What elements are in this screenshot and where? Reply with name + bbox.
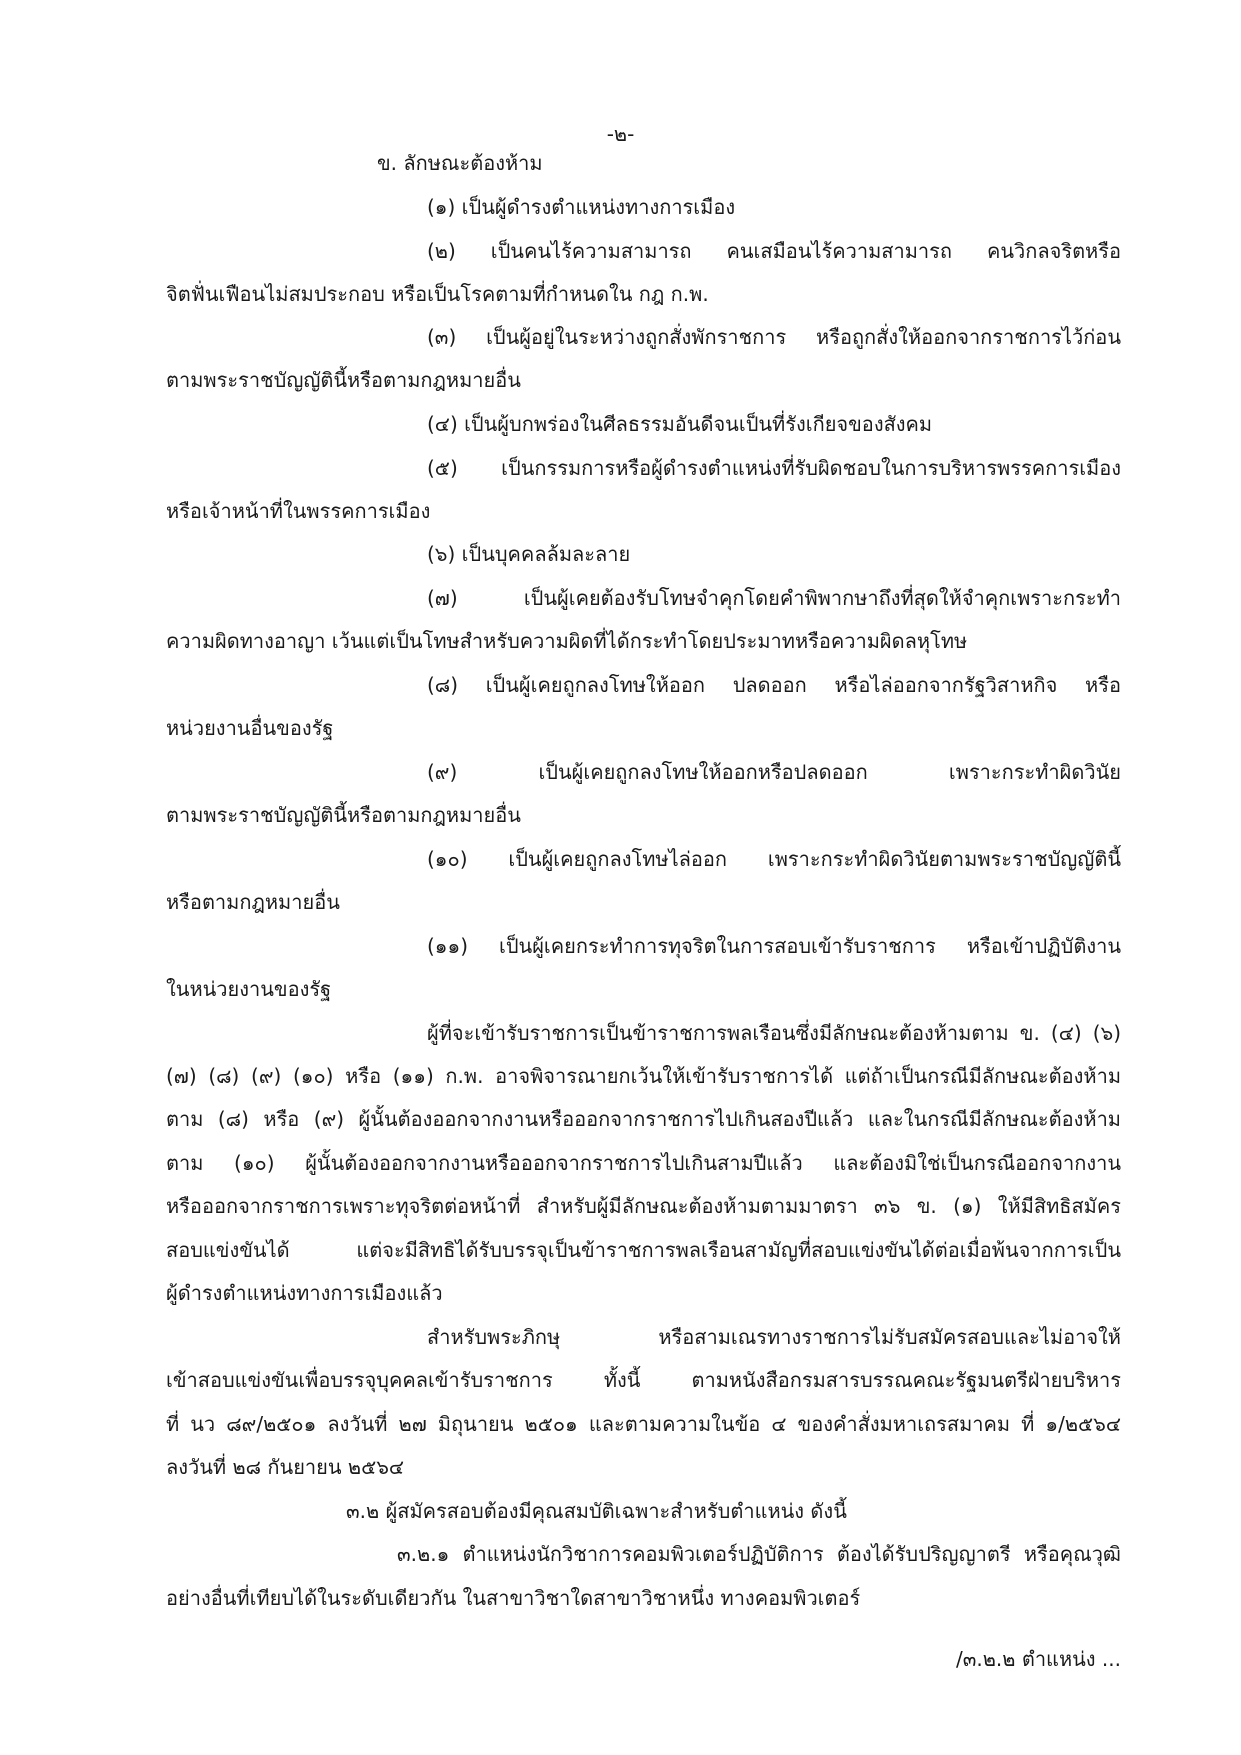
text-line: ตามพระราชบัญญัตินี้หรือตามกฎหมายอื่น [166, 368, 521, 392]
text-line: (๑๐) เป็นผู้เคยถูกลงโทษไล่ออก เพราะกระทำผิดวินัยตามพระราชบัญญัตินี้ [427, 847, 1121, 871]
text-line: (๗) เป็นผู้เคยต้องรับโทษจำคุกโดยคำพิพากษาถึงที่สุดให้จำคุกเพราะกระทำ [427, 586, 1121, 610]
text-line: ตาม (๑๐) ผู้นั้นต้องออกจากงานหรือออกจากราชการไปเกินสามปีแล้ว และต้องมิใช่เป็นกรณีออกจากงาน [166, 1151, 1121, 1175]
text-line: หรือตามกฎหมายอื่น [166, 890, 340, 914]
text-line: ๓.๒.๑ ตำแหน่งนักวิชาการคอมพิวเตอร์ปฏิบัติการ ต้องได้รับปริญญาตรี หรือคุณวุฒิ [397, 1542, 1121, 1566]
text-line: ความผิดทางอาญา เว้นแต่เป็นโทษสำหรับความผิดที่ได้กระทำโดยประมาทหรือความผิดลหุโทษ [166, 629, 968, 653]
text-line: ผู้ดำรงตำแหน่งทางการเมืองแล้ว [166, 1281, 443, 1305]
text-line: ตาม (๘) หรือ (๙) ผู้นั้นต้องออกจากงานหรือออกจากราชการไปเกินสองปีแล้ว และในกรณีมีลักษณะต้องห้าม [166, 1107, 1121, 1131]
continuation-reference: /๓.๒.๒ ตำแหน่ง ... [955, 1647, 1121, 1671]
text-line: สำหรับพระภิกษุ หรือสามเณรทางราชการไม่รับสมัครสอบและไม่อาจให้ [427, 1325, 1121, 1349]
text-line: หรือออกจากราชการเพราะทุจริตต่อหน้าที่ สำหรับผู้มีลักษณะต้องห้ามตามมาตรา ๓๖ ข. (๑) ให้มีสิทธิสมัคร [166, 1194, 1121, 1218]
text-line: อย่างอื่นที่เทียบได้ในระดับเดียวกัน ในสาขาวิชาใดสาขาวิชาหนึ่ง ทางคอมพิวเตอร์ [166, 1586, 861, 1610]
text-line: (๔) เป็นผู้บกพร่องในศีลธรรมอันดีจนเป็นที่รังเกียจของสังคม [427, 412, 933, 436]
text-line: ลงวันที่ ๒๘ กันยายน ๒๕๖๔ [166, 1455, 405, 1479]
text-line: เข้าสอบแข่งขันเพื่อบรรจุบุคคลเข้ารับราชการ ทั้งนี้ ตามหนังสือกรมสารบรรณคณะรัฐมนตรีฝ่ายบริหาร [166, 1368, 1121, 1392]
text-line: จิตฟั่นเฟือนไม่สมประกอบ หรือเป็นโรคตามที่กำหนดใน กฎ ก.พ. [166, 282, 709, 306]
text-line: (๙) เป็นผู้เคยถูกลงโทษให้ออกหรือปลดออก เพราะกระทำผิดวินัย [427, 760, 1121, 784]
text-line: หน่วยงานอื่นของรัฐ [166, 716, 334, 740]
section-heading: ๓.๒ ผู้สมัครสอบต้องมีคุณสมบัติเฉพาะสำหรับตำแหน่ง ดังนี้ [346, 1499, 847, 1523]
text-line: (๗) (๘) (๙) (๑๐) หรือ (๑๑) ก.พ. อาจพิจารณายกเว้นให้เข้ารับราชการได้ แต่ถ้าเป็นกรณีมีลักษณะต้องห้าม [166, 1064, 1121, 1088]
text-line: ผู้ที่จะเข้ารับราชการเป็นข้าราชการพลเรือนซึ่งมีลักษณะต้องห้ามตาม ข. (๔) (๖) [427, 1021, 1121, 1045]
text-line: (๑) เป็นผู้ดำรงตำแหน่งทางการเมือง [427, 195, 736, 219]
text-line: (๘) เป็นผู้เคยถูกลงโทษให้ออก ปลดออก หรือไล่ออกจากรัฐวิสาหกิจ หรือ [427, 673, 1121, 697]
text-line: (๒) เป็นคนไร้ความสามารถ คนเสมือนไร้ความสามารถ คนวิกลจริตหรือ [427, 239, 1121, 263]
section-heading: ข. ลักษณะต้องห้าม [377, 151, 543, 175]
text-line: ตามพระราชบัญญัตินี้หรือตามกฎหมายอื่น [166, 803, 521, 827]
text-line: ในหน่วยงานของรัฐ [166, 977, 332, 1001]
text-line: (๕) เป็นกรรมการหรือผู้ดำรงตำแหน่งที่รับผิดชอบในการบริหารพรรคการเมือง [427, 456, 1121, 480]
text-line: (๑๑) เป็นผู้เคยกระทำการทุจริตในการสอบเข้ารับราชการ หรือเข้าปฏิบัติงาน [427, 934, 1121, 958]
text-line: ที่ นว ๘๙/๒๕๐๑ ลงวันที่ ๒๗ มิถุนายน ๒๕๐๑ และตามความในข้อ ๔ ของคำสั่งมหาเถรสมาคม ที่ ๑/๒๕๖๔ [166, 1412, 1121, 1436]
text-line: หรือเจ้าหน้าที่ในพรรคการเมือง [166, 499, 431, 523]
text-line: สอบแข่งขันได้ แต่จะมีสิทธิได้รับบรรจุเป็นข้าราชการพลเรือนสามัญที่สอบแข่งขันได้ต่อเมื่อพ้นจากการเป็น [166, 1238, 1121, 1262]
page-number: -๒- [606, 122, 635, 146]
text-line: (๖) เป็นบุคคลล้มละลาย [427, 542, 631, 566]
text-line: (๓) เป็นผู้อยู่ในระหว่างถูกสั่งพักราชการ หรือถูกสั่งให้ออกจากราชการไว้ก่อน [427, 325, 1121, 349]
